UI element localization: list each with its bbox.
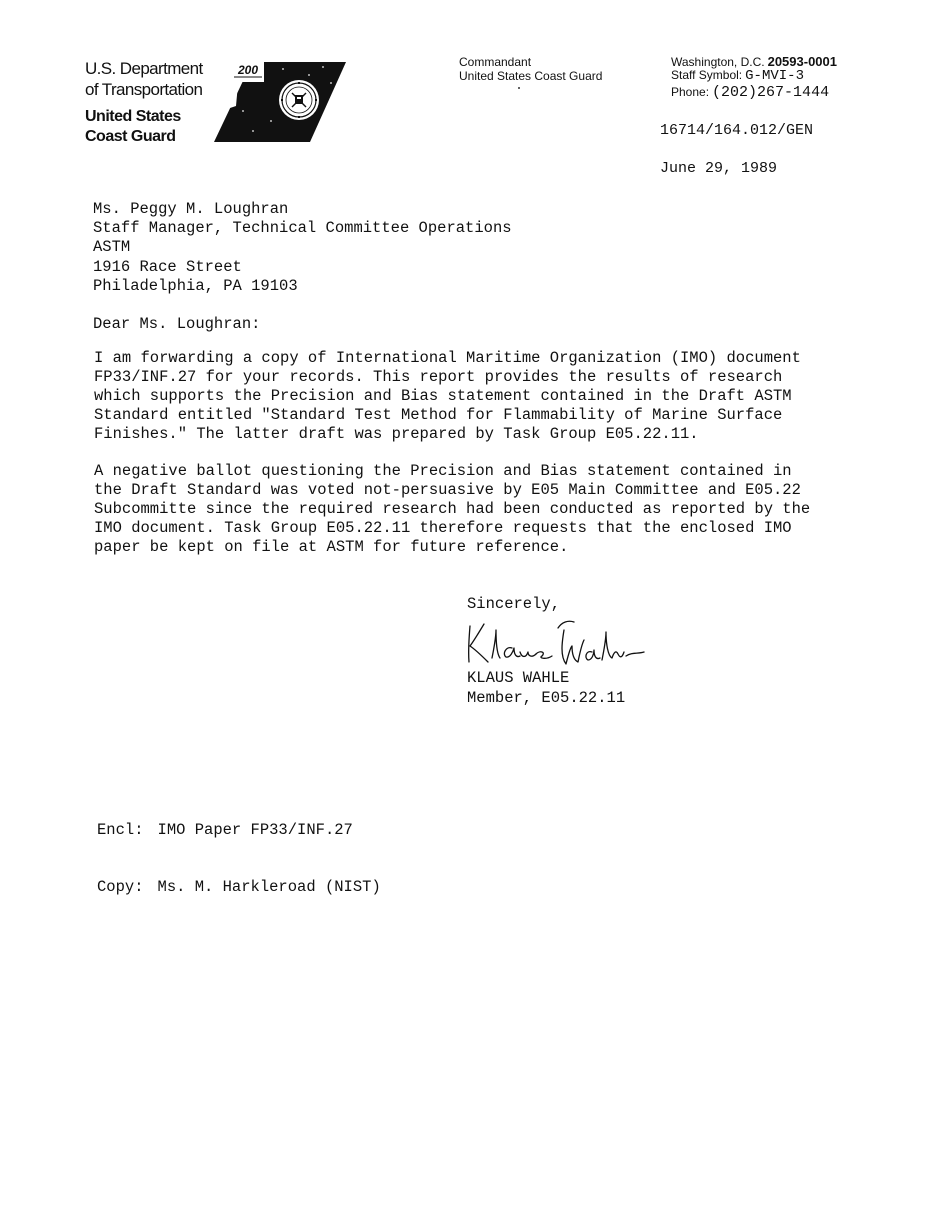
signer-name: KLAUS WAHLE (467, 669, 570, 687)
paragraph-line: Subcommitte since the required research had been conducted as reported by the (94, 500, 811, 518)
paragraph-line: FP33/INF.27 for your records. This report provides the results of research (94, 368, 783, 386)
phone-label: Phone: (671, 85, 710, 99)
sender-contact-block (671, 55, 837, 99)
staff-symbol-value: G-MVI-3 (745, 68, 804, 84)
salutation: Dear Ms. Loughran: (93, 315, 261, 333)
closing: Sincerely, (467, 595, 561, 613)
addressee-title: Staff Manager, Technical Committee Operations (93, 219, 512, 238)
enclosure-label: Encl: (97, 821, 144, 839)
copy-label: Copy: (97, 878, 144, 896)
addressee-organization: ASTM (93, 238, 131, 257)
paragraph-line: I am forwarding a copy of International Maritime Organization (IMO) document (94, 349, 801, 367)
paragraph-line: Finishes." The latter draft was prepared by Task Group E05.22.11. (94, 425, 699, 443)
agency-line-1: United States (85, 108, 181, 125)
body-paragraph-2 (94, 462, 810, 557)
addressee-city: Philadelphia, PA 19103 (93, 276, 298, 295)
letter-date: June 29, 1989 (660, 160, 778, 177)
sender-office-line-2: United States Coast Guard (459, 69, 603, 83)
enclosure-line (97, 821, 353, 839)
addressee-street: 1916 Race Street (93, 257, 242, 276)
department-block (85, 58, 225, 147)
paragraph-line: which supports the Precision and Bias statement contained in the Draft ASTM (94, 387, 792, 405)
stray-dot (518, 87, 520, 89)
body-paragraph-1 (94, 349, 801, 444)
department-line-1: U.S. Department (85, 59, 203, 78)
copy-value: Ms. M. Harkleroad (NIST) (157, 878, 381, 896)
paragraph-line: A negative ballot questioning the Precision and Bias statement contained in (94, 462, 792, 480)
location-label: Washington, D.C. (671, 55, 765, 69)
file-number: 16714/164.012/GEN (660, 122, 814, 139)
addressee-name: Ms. Peggy M. Loughran (93, 200, 289, 218)
paragraph-line: paper be kept on file at ASTM for future reference. (94, 538, 569, 556)
paragraph-line: Standard entitled "Standard Test Method for Flammability of Marine Surface (94, 406, 783, 424)
coast-guard-logo-icon (212, 60, 350, 144)
sender-office (459, 55, 602, 83)
paragraph-line: IMO document. Task Group E05.22.11 therefore requests that the enclosed IMO (94, 519, 792, 537)
sender-office-line-1: Commandant (459, 55, 532, 69)
copy-line (97, 878, 381, 896)
department-line-2: of Transportation (85, 80, 203, 99)
signer-block (467, 668, 625, 708)
enclosure-value: IMO Paper FP33/INF.27 (157, 821, 353, 839)
handwritten-signature (462, 612, 652, 670)
logo-200-text: 200 (237, 63, 259, 77)
zip-code: 20593-0001 (767, 54, 837, 69)
agency-line-2: Coast Guard (85, 128, 176, 145)
addressee-block (93, 200, 512, 296)
paragraph-line: the Draft Standard was voted not-persuasive by E05 Main Committee and E05.22 (94, 481, 801, 499)
staff-symbol-label: Staff Symbol: (671, 68, 743, 82)
phone-value: (202)267-1444 (712, 84, 830, 101)
signer-title: Member, E05.22.11 (467, 689, 626, 707)
